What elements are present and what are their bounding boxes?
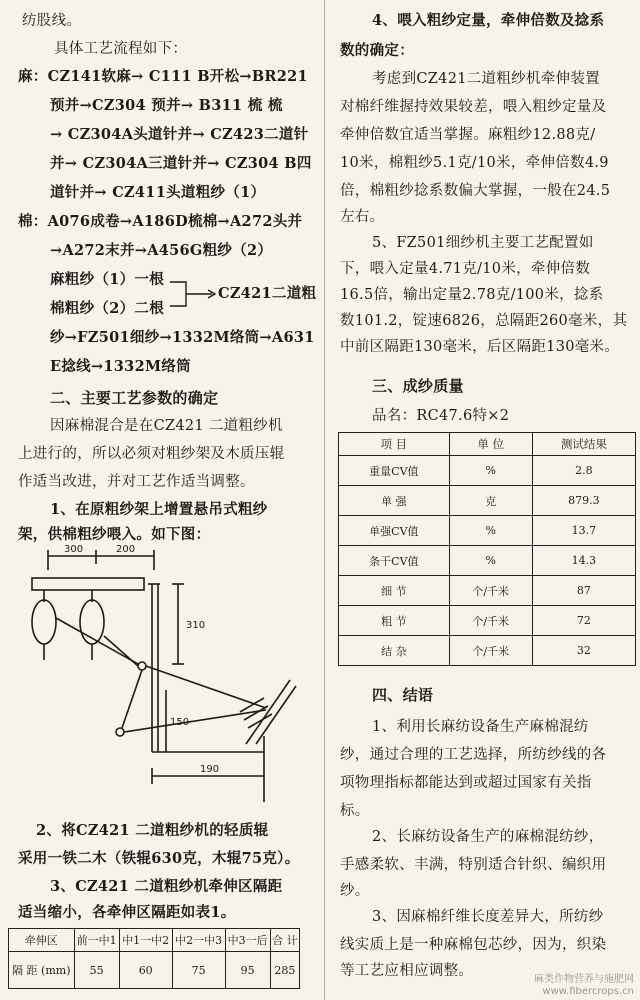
text-line: 麻粗纱（1）一根 bbox=[50, 271, 164, 288]
watermark-line: 麻类作物营养与施肥网 bbox=[534, 974, 634, 985]
table-cell: 隔 距 (mm) bbox=[9, 952, 75, 989]
text-line: E捻线→1332M络筒 bbox=[50, 358, 191, 375]
table-caption: 品名：RC47.6特×2 bbox=[372, 408, 510, 424]
table-cell: 中3一后 bbox=[225, 929, 270, 952]
text-line: 10米，棉粗纱5.1克/10米，牵伸倍数4.9 bbox=[340, 155, 609, 171]
text-line: 上进行的，所以必须对粗纱架及木质压辊 bbox=[18, 446, 285, 462]
text-line: 等工艺应相应调整。 bbox=[340, 963, 474, 979]
table-cell: 285 bbox=[270, 952, 299, 989]
table-row bbox=[339, 576, 636, 606]
table-cell: 个/千米 bbox=[449, 636, 532, 666]
process-flow-hemp: 麻：CZ141软麻→ C111 B开松→BR221 bbox=[18, 68, 308, 85]
merge-bracket-icon bbox=[168, 276, 220, 312]
table-row bbox=[339, 456, 636, 486]
text-line: 考虑到CZ421二道粗纱机牵伸装置 bbox=[372, 71, 600, 87]
table-cell: 个/千米 bbox=[449, 606, 532, 636]
text-line: 2、将CZ421 二道粗纱机的轻质辊 bbox=[36, 822, 269, 839]
table-row bbox=[339, 636, 636, 666]
text-line: → CZ304A头道针并→ CZ423二道针 bbox=[50, 126, 309, 143]
text-line: 1、利用长麻纺设备生产麻棉混纺 bbox=[372, 719, 589, 735]
text-line: 对棉纤维握持效果较差，喂入粗纱定量及 bbox=[340, 99, 607, 115]
text-line: 5、FZ501细纱机主要工艺配置如 bbox=[372, 235, 594, 251]
table-cell: 项 目 bbox=[339, 433, 450, 456]
text-line: 具体工艺流程如下： bbox=[54, 41, 188, 57]
table-cell: 55 bbox=[74, 952, 119, 989]
text-line: 倍，棉粗纱捻系数偏大掌握，一般在24.5 bbox=[340, 183, 611, 199]
text-line: 中前区隔距130毫米，后区隔距130毫米。 bbox=[340, 339, 620, 355]
text-line: 项物理指标都能达到或超过国家有关指 bbox=[340, 775, 592, 791]
text-line: 下，喂入定量4.71克/10米，牵伸倍数 bbox=[340, 261, 591, 277]
table-cell: % bbox=[449, 546, 532, 576]
dimension-label: 310 bbox=[186, 620, 206, 631]
table-cell: 牵伸区 bbox=[9, 929, 75, 952]
text-line: 左右。 bbox=[340, 209, 385, 225]
text-line: 纺股线。 bbox=[22, 13, 82, 29]
text-line: 16.5倍，输出定量2.78克/100米，捻系 bbox=[340, 287, 604, 303]
table-cell: 87 bbox=[532, 576, 635, 606]
text-line: 数101.2，锭速6826，总隔距260毫米，其 bbox=[340, 313, 628, 329]
text-line: 3、因麻棉纤维长度差异大，所纺纱 bbox=[372, 909, 604, 925]
text-line: 纱。 bbox=[340, 883, 370, 899]
dimension-label: 190 bbox=[200, 764, 220, 775]
text-line: CZ421二道粗 bbox=[218, 285, 317, 302]
roving-frame-figure bbox=[18, 540, 300, 810]
table-cell: 单 位 bbox=[449, 433, 532, 456]
text-line: 手感柔软、丰满，特别适合针织、编织用 bbox=[340, 857, 607, 873]
column-divider bbox=[324, 0, 325, 1000]
table-cell: 结 杂 bbox=[339, 636, 450, 666]
gauge-table bbox=[8, 928, 300, 989]
text-line: 线实质上是一种麻棉包芯纱，因为，织染 bbox=[340, 937, 607, 953]
table-row bbox=[339, 486, 636, 516]
table-cell: 879.3 bbox=[532, 486, 635, 516]
section-heading: 二、主要工艺参数的确定 bbox=[50, 389, 219, 407]
text-line: 2、长麻纺设备生产的麻棉混纺纱， bbox=[372, 829, 604, 845]
table-cell: 克 bbox=[449, 486, 532, 516]
table-header-row bbox=[339, 433, 636, 456]
table-row bbox=[339, 546, 636, 576]
table-header-row bbox=[9, 929, 300, 952]
yarn-quality-table bbox=[338, 432, 636, 666]
process-flow-cotton: 棉：A076成卷→A186D梳棉→A272头并 bbox=[18, 213, 303, 230]
text-line: 4、喂入粗纱定量，牵伸倍数及捻系 bbox=[372, 12, 605, 29]
table-cell: 细 节 bbox=[339, 576, 450, 606]
table-cell: 14.3 bbox=[532, 546, 635, 576]
table-cell: 95 bbox=[225, 952, 270, 989]
watermark-line: www.fibercrops.cn bbox=[542, 986, 634, 997]
table-row bbox=[339, 606, 636, 636]
text-line: 并→ CZ304A三道针并→ CZ304 B四 bbox=[50, 155, 312, 172]
text-line: 棉粗纱（2）二根 bbox=[50, 300, 164, 317]
table-cell: 条干CV值 bbox=[339, 546, 450, 576]
table-cell: % bbox=[449, 516, 532, 546]
table-cell: 中2一中3 bbox=[172, 929, 225, 952]
table-cell: 前一中1 bbox=[74, 929, 119, 952]
table-cell: 60 bbox=[119, 952, 172, 989]
text-line: 牵伸倍数宜适当掌握。麻粗纱12.88克/ bbox=[340, 127, 596, 143]
table-cell: 单强CV值 bbox=[339, 516, 450, 546]
text-line: 适当缩小，各牵伸区隔距如表1。 bbox=[18, 904, 236, 921]
table-row bbox=[339, 516, 636, 546]
text-line: 道针并→ CZ411头道粗纱（1） bbox=[50, 184, 266, 201]
table-cell: 粗 节 bbox=[339, 606, 450, 636]
text-line: 纱→FZ501细纱→1332M络筒→A631 bbox=[50, 329, 315, 346]
section-heading: 四、结语 bbox=[372, 686, 434, 704]
dimension-label: 150 bbox=[170, 717, 190, 728]
text-line: 因麻棉混合是在CZ421 二道粗纱机 bbox=[50, 418, 283, 434]
table-cell: 75 bbox=[172, 952, 225, 989]
table-row bbox=[9, 952, 300, 989]
table-cell: 中1一中2 bbox=[119, 929, 172, 952]
text-line: 1、在原粗纱架上增置悬吊式粗纱 bbox=[50, 501, 268, 518]
table-cell: 合 计 bbox=[270, 929, 299, 952]
table-cell: 单 强 bbox=[339, 486, 450, 516]
watermark bbox=[534, 974, 634, 998]
text-line: →A272末并→A456G粗纱（2） bbox=[50, 242, 273, 259]
table-cell: 13.7 bbox=[532, 516, 635, 546]
text-line: 预并→CZ304 预并→ B311 梳 梳 bbox=[50, 97, 283, 114]
text-line: 架，供棉粗纱喂入。如下图： bbox=[18, 526, 211, 543]
table-cell: 72 bbox=[532, 606, 635, 636]
table-cell: 2.8 bbox=[532, 456, 635, 486]
text-line: 纱，通过合理的工艺选择，所纺纱线的各 bbox=[340, 747, 607, 763]
table-cell: % bbox=[449, 456, 532, 486]
text-line: 标。 bbox=[340, 803, 370, 819]
dimension-label: 300 bbox=[64, 544, 84, 555]
table-cell: 32 bbox=[532, 636, 635, 666]
section-heading: 三、成纱质量 bbox=[372, 377, 464, 395]
text-line: 作适当改进，并对工艺作适当调整。 bbox=[18, 474, 255, 490]
table-cell: 测试结果 bbox=[532, 433, 635, 456]
text-line: 数的确定： bbox=[340, 42, 414, 59]
table-cell: 重量CV值 bbox=[339, 456, 450, 486]
text-line: 3、CZ421 二道粗纱机牵伸区隔距 bbox=[50, 878, 283, 895]
dimension-label: 200 bbox=[116, 544, 136, 555]
table-cell: 个/千米 bbox=[449, 576, 532, 606]
text-line: 采用一铁二木（铁辊630克，木辊75克）。 bbox=[18, 850, 300, 867]
